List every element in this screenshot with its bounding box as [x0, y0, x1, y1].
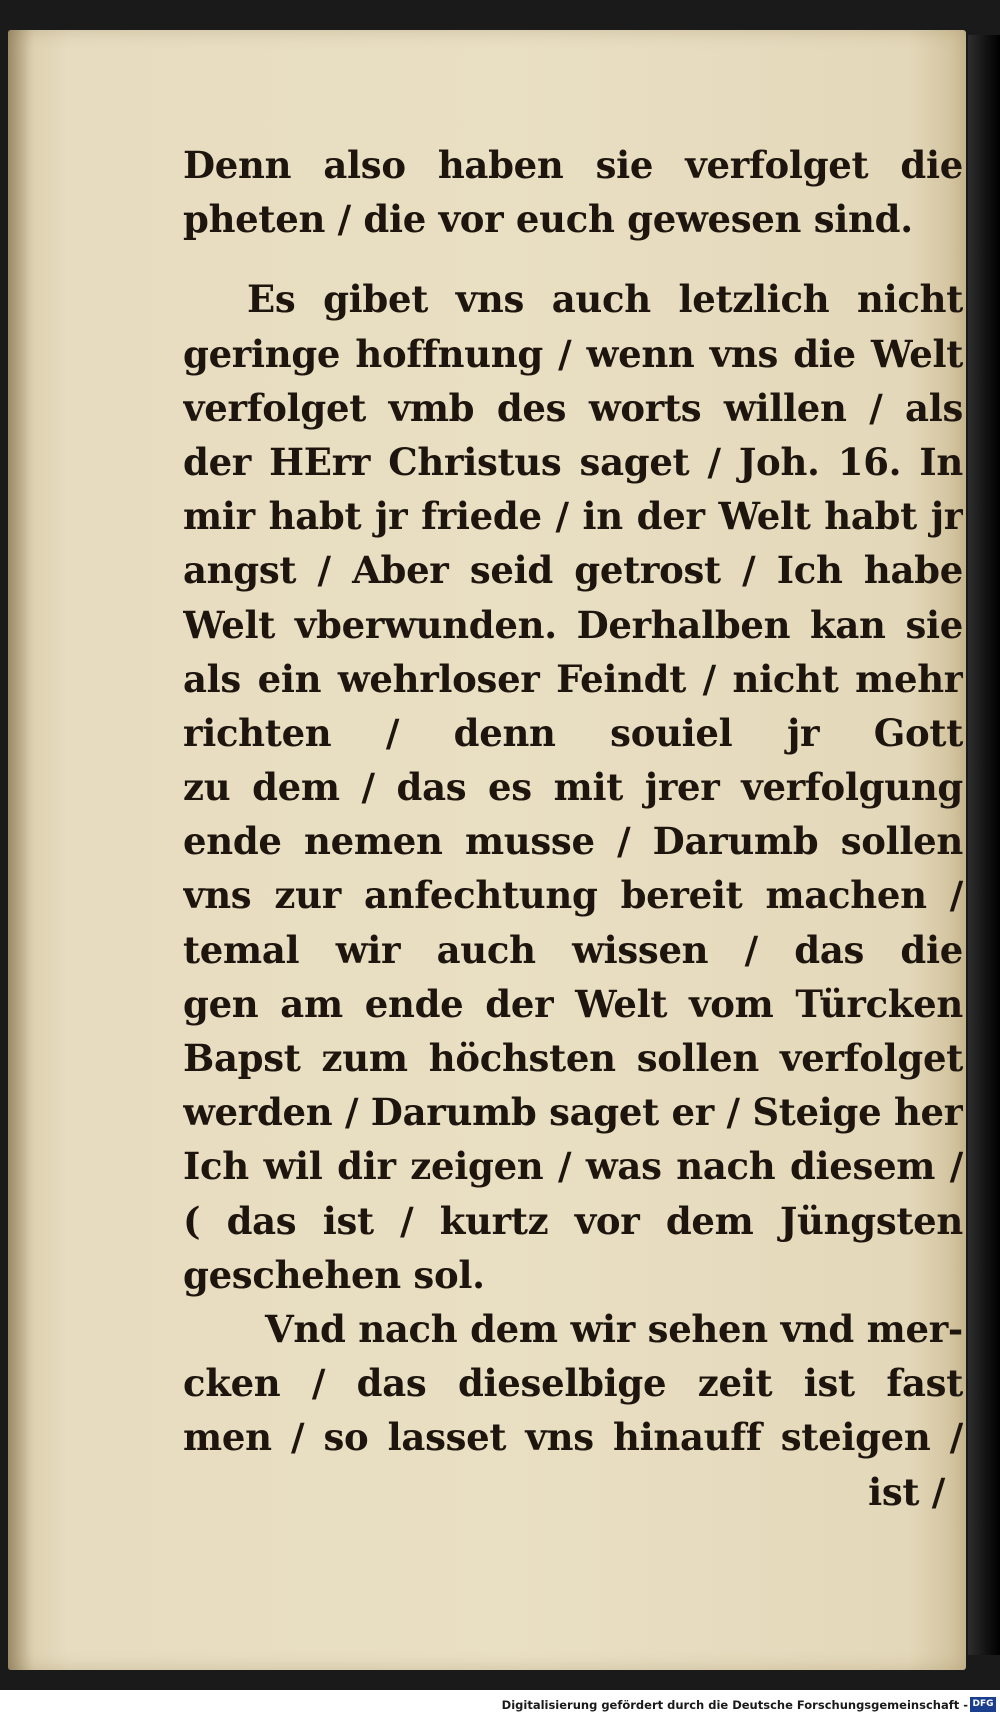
- page-gutter-shadow: [8, 30, 34, 1670]
- text-line: Es gibet vns auch letzlich nicht: [247, 277, 963, 322]
- paragraph-gap: [183, 246, 963, 272]
- catchword: ist /: [868, 1469, 945, 1514]
- footer-bar: [0, 1690, 1000, 1721]
- text-line: cken / das dieselbige zeit ist fast: [183, 1361, 963, 1406]
- funding-notice: Digitalisierung gefördert durch die Deutsche Forschungsgemeinschaft -: [501, 1698, 968, 1712]
- text-line: ( das ist / kurtz vor dem Jüngsten: [183, 1198, 963, 1243]
- text-line: gen am ende der Welt vom Türcken: [183, 981, 963, 1026]
- dfg-logo: DFG: [970, 1697, 996, 1712]
- text-line: als ein wehrloser Feindt / nicht mehr: [183, 656, 963, 701]
- book-edge: [968, 35, 1000, 1655]
- text-line: men / so lasset vns hinauff steigen /: [183, 1415, 963, 1460]
- text-line: zu dem / das es mit jrer verfolgung: [183, 765, 963, 810]
- text-line: ende nemen musse / Darumb sollen: [183, 819, 963, 864]
- text-line: Ich wil dir zeigen / was nach diesem /: [183, 1144, 963, 1189]
- text-line: der HErr Christus saget / Joh. 16. In: [183, 439, 963, 484]
- text-line: temal wir auch wissen / das die: [183, 927, 963, 972]
- text-line: Vnd nach dem wir sehen vnd mer-: [265, 1306, 963, 1351]
- text-line: vns zur anfechtung bereit machen /: [183, 873, 963, 918]
- text-line: geringe hoffnung / wenn vns die Welt: [183, 331, 963, 376]
- text-line: verfolget vmb des worts willen / als: [183, 385, 963, 430]
- text-line: werden / Darumb saget er / Steige her: [183, 1090, 963, 1135]
- page-text: [183, 138, 963, 1519]
- text-line: Denn also haben sie verfolget die: [183, 143, 963, 187]
- text-line: mir habt jr friede / in der Welt habt jr: [183, 494, 963, 539]
- text-line: geschehen sol.: [183, 1252, 485, 1297]
- text-line: Welt vberwunden. Derhalben kan sie: [183, 602, 963, 647]
- text-line: pheten / die vor euch gewesen sind.: [183, 197, 913, 242]
- text-line: Bapst zum höchsten sollen verfolget: [183, 1036, 963, 1080]
- text-line: richten / denn souiel jr Gott: [183, 710, 963, 755]
- text-line: angst / Aber seid getrost / Ich habe: [183, 548, 963, 593]
